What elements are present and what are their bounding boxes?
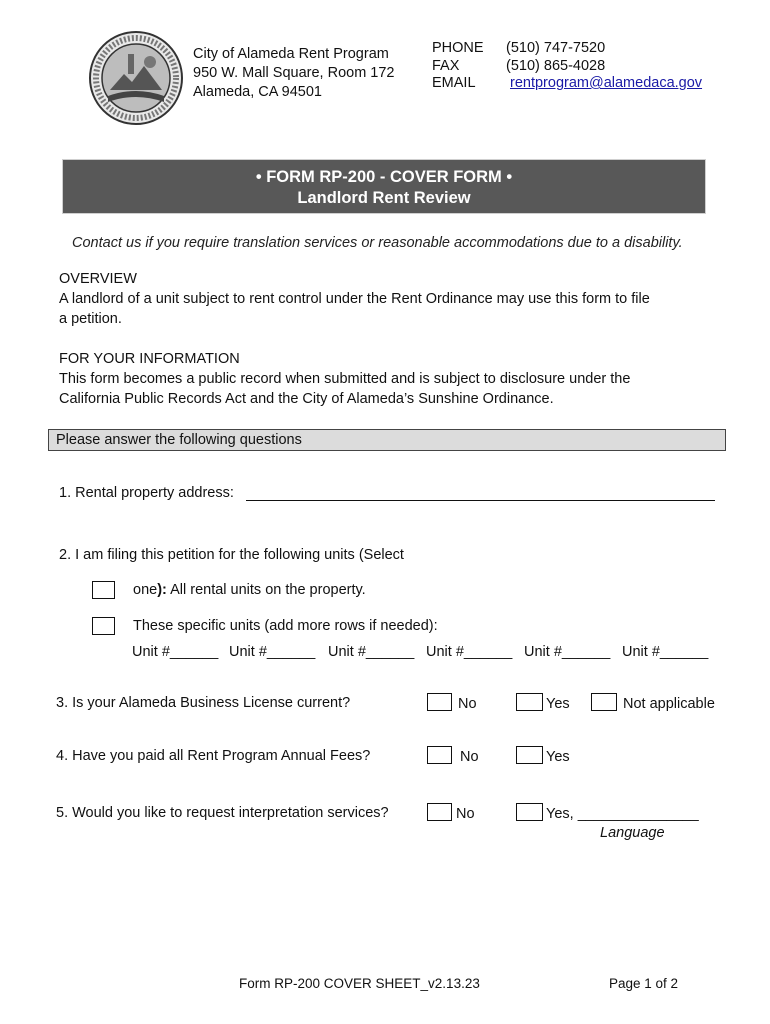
q2-specific-units-option: These specific units (add more rows if needed): bbox=[133, 618, 438, 634]
overview-text-line: A landlord of a unit subject to rent control under the Rent Ordinance may use this form to file bbox=[59, 291, 650, 307]
fax-label: FAX bbox=[432, 57, 460, 74]
q3-label: 3. Is your Alameda Business License current? bbox=[56, 695, 351, 711]
unit-number-field[interactable]: Unit #______ bbox=[328, 644, 415, 660]
q4-no-checkbox[interactable] bbox=[427, 746, 452, 764]
q3-not-applicable-checkbox[interactable] bbox=[591, 693, 617, 711]
city-seal-logo bbox=[88, 30, 184, 126]
page-number: Page 1 of 2 bbox=[609, 976, 679, 991]
address-line: 950 W. Mall Square, Room 172 bbox=[193, 65, 395, 81]
q2-all-units-bold: ): bbox=[157, 582, 167, 598]
q5-no-checkbox[interactable] bbox=[427, 803, 452, 821]
q3-not-applicable-label: Not applicable bbox=[623, 696, 715, 712]
q3-yes-label: Yes bbox=[546, 696, 570, 712]
q3-no-label: No bbox=[458, 696, 477, 712]
q5-language-caption: Language bbox=[600, 825, 665, 841]
q4-label: 4. Have you paid all Rent Program Annual Fees? bbox=[56, 748, 371, 764]
q5-label: 5. Would you like to request interpretation services? bbox=[56, 805, 389, 821]
q2-all-units-text: All rental units on the property. bbox=[166, 582, 366, 598]
info-heading: FOR YOUR INFORMATION bbox=[59, 351, 240, 367]
q1-address-field[interactable] bbox=[246, 484, 715, 501]
info-section bbox=[59, 349, 630, 409]
phone-label: PHONE bbox=[432, 40, 484, 56]
unit-number-field[interactable]: Unit #______ bbox=[132, 644, 219, 660]
info-text-line: This form becomes a public record when submitted and is subject to disclosure under the bbox=[59, 371, 631, 387]
program-address bbox=[193, 45, 395, 102]
q4-yes-label: Yes bbox=[546, 749, 570, 765]
address-line: Alameda, CA 94501 bbox=[193, 84, 322, 100]
unit-number-field[interactable]: Unit #______ bbox=[524, 644, 611, 660]
overview-section bbox=[59, 269, 650, 329]
q2-all-units-prefix: one bbox=[133, 582, 158, 598]
form-title-banner bbox=[62, 159, 706, 214]
phone-number: (510) 747-7520 bbox=[506, 40, 606, 56]
q2-specific-units-checkbox[interactable] bbox=[92, 617, 115, 635]
q5-no-label: No bbox=[456, 806, 475, 822]
unit-number-field[interactable]: Unit #______ bbox=[229, 644, 316, 660]
form-version-footer: Form RP-200 COVER SHEET_v2.13.23 bbox=[239, 976, 480, 991]
email-link[interactable]: rentprogram@alamedaca.gov bbox=[510, 75, 703, 91]
address-line: City of Alameda Rent Program bbox=[193, 46, 389, 62]
info-text-line: California Public Records Act and the City of Alameda’s Sunshine Ordinance. bbox=[59, 391, 554, 407]
fax-number: (510) 865-4028 bbox=[506, 57, 606, 74]
q3-no-checkbox[interactable] bbox=[427, 693, 452, 711]
q4-no-label: No bbox=[460, 749, 479, 765]
q2-all-units-option bbox=[133, 582, 366, 598]
unit-number-field[interactable]: Unit #______ bbox=[426, 644, 513, 660]
q5-yes-language-field[interactable]: Yes, _______________ bbox=[546, 806, 699, 822]
q1-label: 1. Rental property address: bbox=[59, 485, 234, 501]
form-subtitle: Landlord Rent Review bbox=[297, 189, 471, 207]
q2-label: 2. I am filing this petition for the following units (Select bbox=[59, 547, 404, 563]
overview-heading: OVERVIEW bbox=[59, 271, 137, 287]
overview-text-line: a petition. bbox=[59, 311, 122, 327]
contact-values bbox=[506, 40, 702, 93]
accommodation-notice: Contact us if you require translation services or reasonable accommodations due to a disability. bbox=[72, 235, 683, 251]
form-title: • FORM RP-200 - COVER FORM • bbox=[255, 168, 513, 186]
questions-header-bar: Please answer the following questions bbox=[48, 429, 726, 451]
q2-all-units-checkbox[interactable] bbox=[92, 581, 115, 599]
email-label: EMAIL bbox=[432, 75, 476, 91]
unit-number-field[interactable]: Unit #______ bbox=[622, 644, 709, 660]
q5-yes-checkbox[interactable] bbox=[516, 803, 543, 821]
q4-yes-checkbox[interactable] bbox=[516, 746, 543, 764]
contact-labels bbox=[432, 40, 484, 93]
q3-yes-checkbox[interactable] bbox=[516, 693, 543, 711]
